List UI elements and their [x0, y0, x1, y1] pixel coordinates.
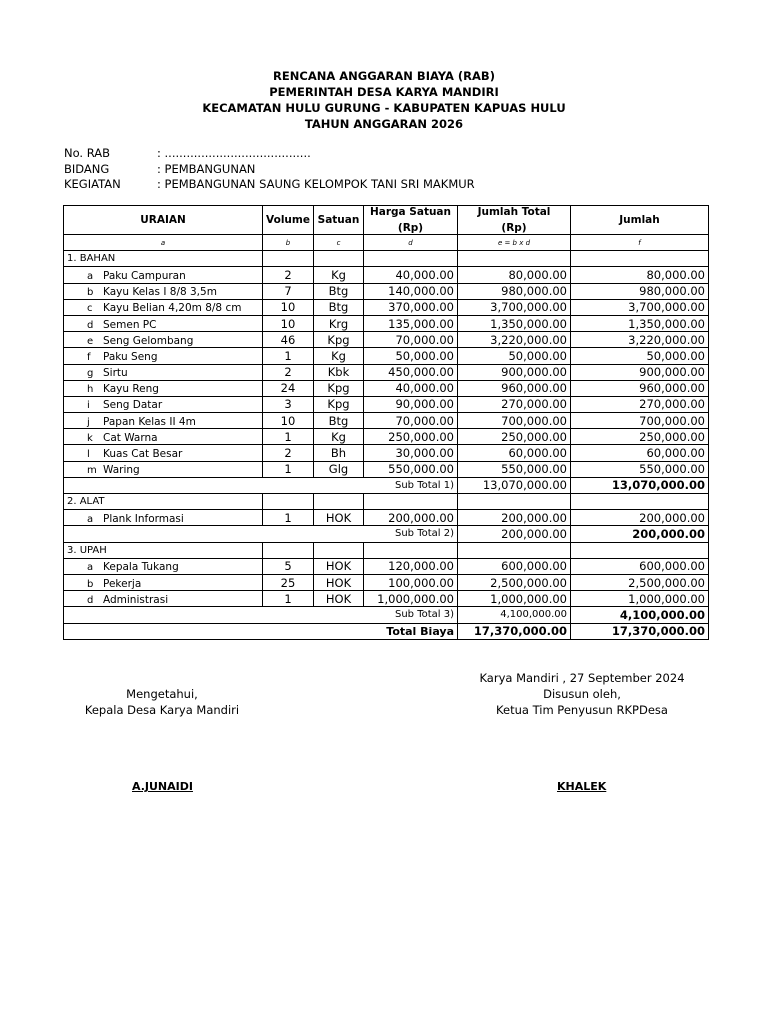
subtotal-2-row	[64, 526, 709, 542]
table-header-row	[64, 206, 709, 235]
item-jumlah: 600,000.00	[571, 558, 709, 574]
item-name: Waring	[103, 464, 140, 477]
item-jumlah: 250,000.00	[571, 429, 709, 445]
subtotal-2-total: 200,000.00	[458, 526, 571, 542]
item-letter: g	[87, 368, 94, 380]
item-jumlah-total: 550,000.00	[458, 461, 571, 477]
item-volume: 1	[263, 461, 314, 477]
item-volume: 10	[263, 413, 314, 429]
kegiatan-label: KEGIATAN	[64, 177, 121, 191]
item-volume: 3	[263, 396, 314, 412]
item-letter: m	[87, 465, 97, 477]
item-uraian	[64, 413, 263, 429]
item-satuan: Btg	[314, 299, 364, 315]
item-harga: 140,000.00	[364, 283, 458, 299]
item-name: Kuas Cat Besar	[103, 448, 183, 461]
grand-total-row	[64, 623, 709, 639]
meta-no-rab	[64, 146, 475, 162]
item-uraian	[64, 380, 263, 396]
item-letter: f	[87, 351, 91, 363]
subtotal-3-jumlah: 4,100,000.00	[571, 607, 709, 623]
item-jumlah-total: 900,000.00	[458, 364, 571, 380]
section-alat-label: 2. ALAT	[64, 494, 263, 510]
item-jumlah: 960,000.00	[571, 380, 709, 396]
item-uraian	[64, 364, 263, 380]
col-harga-unit: (Rp)	[397, 222, 424, 234]
item-jumlah: 60,000.00	[571, 445, 709, 461]
table-row	[64, 299, 709, 315]
item-harga: 100,000.00	[364, 574, 458, 590]
item-volume: 1	[263, 591, 314, 607]
title-line-4: TAHUN ANGGARAN 2026	[304, 117, 464, 131]
item-uraian	[64, 429, 263, 445]
item-satuan: Kpg	[314, 380, 364, 396]
left-role-line-1: Mengetahui,	[126, 687, 198, 701]
item-satuan: Kg	[314, 429, 364, 445]
item-jumlah: 900,000.00	[571, 364, 709, 380]
item-harga: 200,000.00	[364, 510, 458, 526]
item-satuan: Btg	[314, 283, 364, 299]
subtotal-1-row	[64, 477, 709, 493]
item-jumlah-total: 2,500,000.00	[458, 574, 571, 590]
col-satuan-header: Satuan	[314, 206, 364, 235]
idx-c: c	[314, 235, 364, 251]
item-satuan: Kbk	[314, 364, 364, 380]
grand-total-label: Total Biaya	[64, 623, 458, 639]
item-jumlah: 2,500,000.00	[571, 574, 709, 590]
item-satuan: Kpg	[314, 332, 364, 348]
bidang-value: : PEMBANGUNAN	[157, 161, 256, 176]
col-uraian-header: URAIAN	[64, 206, 263, 235]
item-satuan: Glg	[314, 461, 364, 477]
section-alat-row	[64, 494, 709, 510]
item-name: Cat Warna	[103, 431, 158, 444]
item-jumlah-total: 50,000.00	[458, 348, 571, 364]
item-satuan: Krg	[314, 315, 364, 331]
item-name: Kayu Reng	[103, 383, 159, 396]
item-volume: 7	[263, 283, 314, 299]
item-uraian	[64, 510, 263, 526]
item-volume: 1	[263, 348, 314, 364]
item-letter: d	[87, 319, 94, 331]
item-jumlah-total: 980,000.00	[458, 283, 571, 299]
item-letter: l	[87, 449, 90, 461]
item-uraian	[64, 348, 263, 364]
item-satuan: HOK	[314, 591, 364, 607]
col-harga-header	[364, 206, 458, 235]
item-jumlah-total: 1,000,000.00	[458, 591, 571, 607]
item-harga: 50,000.00	[364, 348, 458, 364]
item-harga: 30,000.00	[364, 445, 458, 461]
item-name: Seng Gelombang	[103, 334, 194, 347]
item-harga: 90,000.00	[364, 396, 458, 412]
item-letter: d	[87, 594, 94, 606]
table-row	[64, 558, 709, 574]
right-role-line-2: Ketua Tim Penyusun RKPDesa	[496, 703, 668, 717]
item-letter: i	[87, 400, 90, 412]
item-harga: 120,000.00	[364, 558, 458, 574]
no-rab-label: No. RAB	[64, 146, 111, 160]
item-name: Kayu Kelas I 8/8 3,5m	[103, 286, 217, 299]
place-date: Karya Mandiri , 27 September 2024	[479, 671, 685, 685]
item-jumlah: 980,000.00	[571, 283, 709, 299]
item-uraian	[64, 299, 263, 315]
item-letter: e	[87, 335, 94, 347]
meta-kegiatan	[64, 177, 475, 193]
item-harga: 450,000.00	[364, 364, 458, 380]
item-letter: a	[87, 270, 94, 282]
col-jumlah-total-unit: (Rp)	[501, 222, 527, 234]
idx-b: b	[263, 235, 314, 251]
title-line-3: KECAMATAN HULU GURUNG - KABUPATEN KAPUAS HULU	[202, 101, 566, 115]
item-letter: a	[87, 562, 94, 574]
item-jumlah-total: 600,000.00	[458, 558, 571, 574]
item-uraian	[64, 445, 263, 461]
idx-a: a	[64, 235, 263, 251]
table-row	[64, 380, 709, 396]
item-name: Kayu Belian 4,20m 8/8 cm	[103, 302, 242, 315]
item-jumlah-total: 3,700,000.00	[458, 299, 571, 315]
item-uraian	[64, 315, 263, 331]
item-volume: 1	[263, 510, 314, 526]
item-jumlah-total: 960,000.00	[458, 380, 571, 396]
item-harga: 70,000.00	[364, 413, 458, 429]
item-name: Plank Informasi	[103, 512, 184, 525]
signature-right-block	[462, 670, 702, 718]
right-signer-name: KHALEK	[557, 780, 607, 793]
item-jumlah-total: 80,000.00	[458, 267, 571, 283]
item-uraian	[64, 461, 263, 477]
section-upah-label: 3. UPAH	[64, 542, 263, 558]
item-volume: 1	[263, 429, 314, 445]
item-letter: b	[87, 578, 94, 590]
table-index-row	[64, 235, 709, 251]
item-uraian	[64, 574, 263, 590]
item-letter: a	[87, 513, 94, 525]
item-name: Papan Kelas II 4m	[103, 415, 196, 428]
item-uraian	[64, 591, 263, 607]
item-letter: b	[87, 287, 94, 299]
table-row	[64, 348, 709, 364]
item-volume: 5	[263, 558, 314, 574]
item-satuan: HOK	[314, 558, 364, 574]
subtotal-2-label: Sub Total 2)	[64, 526, 458, 542]
item-satuan: HOK	[314, 574, 364, 590]
table-row	[64, 315, 709, 331]
title-line-2: PEMERINTAH DESA KARYA MANDIRI	[269, 85, 499, 99]
item-name: Pekerja	[103, 577, 142, 590]
item-jumlah-total: 250,000.00	[458, 429, 571, 445]
item-name: Sirtu	[103, 367, 128, 380]
subtotal-1-total: 13,070,000.00	[458, 477, 571, 493]
item-name: Seng Datar	[103, 399, 163, 412]
subtotal-3-label: Sub Total 3)	[64, 607, 458, 623]
item-volume: 24	[263, 380, 314, 396]
rab-table	[63, 205, 709, 640]
subtotal-3-total: 4,100,000.00	[458, 607, 571, 623]
section-upah-row	[64, 542, 709, 558]
col-jumlah-header: Jumlah	[571, 206, 709, 235]
item-uraian	[64, 558, 263, 574]
no-rab-value: : ........................................	[157, 146, 311, 160]
item-name: Paku Campuran	[103, 269, 186, 282]
item-volume: 2	[263, 445, 314, 461]
item-jumlah-total: 1,350,000.00	[458, 315, 571, 331]
table-row	[64, 332, 709, 348]
bidang-label: BIDANG	[64, 161, 110, 176]
idx-e: e = b x d	[458, 235, 571, 251]
subtotal-3-row	[64, 607, 709, 623]
item-name: Paku Seng	[103, 350, 158, 363]
item-jumlah: 200,000.00	[571, 510, 709, 526]
item-jumlah: 700,000.00	[571, 413, 709, 429]
item-harga: 250,000.00	[364, 429, 458, 445]
item-jumlah: 550,000.00	[571, 461, 709, 477]
item-harga: 70,000.00	[364, 332, 458, 348]
section-bahan-row	[64, 251, 709, 267]
item-jumlah: 3,220,000.00	[571, 332, 709, 348]
item-jumlah: 50,000.00	[571, 348, 709, 364]
table-row	[64, 510, 709, 526]
table-row	[64, 396, 709, 412]
item-harga: 135,000.00	[364, 315, 458, 331]
table-row	[64, 574, 709, 590]
item-jumlah-total: 3,220,000.00	[458, 332, 571, 348]
item-satuan: Kg	[314, 267, 364, 283]
subtotal-1-jumlah: 13,070,000.00	[571, 477, 709, 493]
item-volume: 46	[263, 332, 314, 348]
item-harga: 1,000,000.00	[364, 591, 458, 607]
item-uraian	[64, 283, 263, 299]
item-harga: 550,000.00	[364, 461, 458, 477]
item-name: Administrasi	[103, 593, 169, 606]
document-title	[0, 68, 768, 132]
item-satuan: Btg	[314, 413, 364, 429]
subtotal-2-jumlah: 200,000.00	[571, 526, 709, 542]
table-row	[64, 283, 709, 299]
left-role-line-2: Kepala Desa Karya Mandiri	[84, 703, 240, 717]
item-satuan: Kg	[314, 348, 364, 364]
item-satuan: HOK	[314, 510, 364, 526]
item-harga: 370,000.00	[364, 299, 458, 315]
item-letter: h	[87, 384, 94, 396]
section-bahan-label: 1. BAHAN	[64, 251, 263, 267]
table-row	[64, 364, 709, 380]
col-jumlah-total-header	[458, 206, 571, 235]
item-volume: 10	[263, 299, 314, 315]
item-uraian	[64, 267, 263, 283]
item-jumlah: 270,000.00	[571, 396, 709, 412]
item-uraian	[64, 332, 263, 348]
item-uraian	[64, 396, 263, 412]
item-satuan: Bh	[314, 445, 364, 461]
meta-bidang	[64, 162, 475, 178]
table-row	[64, 445, 709, 461]
item-volume: 2	[263, 267, 314, 283]
document-meta	[64, 146, 475, 193]
table-row	[64, 591, 709, 607]
item-name: Kepala Tukang	[103, 561, 179, 574]
item-jumlah-total: 270,000.00	[458, 396, 571, 412]
right-role-line-1: Disusun oleh,	[543, 687, 621, 701]
item-volume: 25	[263, 574, 314, 590]
title-line-1: RENCANA ANGGARAN BIAYA (RAB)	[273, 69, 495, 83]
idx-f: f	[571, 235, 709, 251]
item-letter: j	[87, 416, 90, 428]
col-harga-title: Harga Satuan	[369, 206, 451, 218]
table-row	[64, 267, 709, 283]
item-satuan: Kpg	[314, 396, 364, 412]
col-volume-header: Volume	[263, 206, 314, 235]
grand-total-value: 17,370,000.00	[458, 623, 571, 639]
item-letter: c	[87, 303, 93, 315]
table-row	[64, 461, 709, 477]
item-jumlah-total: 60,000.00	[458, 445, 571, 461]
item-jumlah: 1,000,000.00	[571, 591, 709, 607]
table-row	[64, 429, 709, 445]
item-jumlah: 3,700,000.00	[571, 299, 709, 315]
item-volume: 10	[263, 315, 314, 331]
item-harga: 40,000.00	[364, 267, 458, 283]
item-jumlah-total: 700,000.00	[458, 413, 571, 429]
item-harga: 40,000.00	[364, 380, 458, 396]
table-row	[64, 413, 709, 429]
item-volume: 2	[263, 364, 314, 380]
grand-total-jumlah: 17,370,000.00	[571, 623, 709, 639]
col-jumlah-total-title: Jumlah Total	[477, 206, 551, 218]
kegiatan-value: : PEMBANGUNAN SAUNG KELOMPOK TANI SRI MAKMUR	[157, 177, 475, 191]
item-name: Semen PC	[103, 318, 157, 331]
item-jumlah-total: 200,000.00	[458, 510, 571, 526]
item-letter: k	[87, 432, 93, 444]
item-jumlah: 80,000.00	[571, 267, 709, 283]
signature-left-block	[64, 686, 260, 718]
item-jumlah: 1,350,000.00	[571, 315, 709, 331]
idx-d: d	[364, 235, 458, 251]
left-signer-name: A.JUNAIDI	[132, 780, 193, 793]
subtotal-1-label: Sub Total 1)	[64, 477, 458, 493]
